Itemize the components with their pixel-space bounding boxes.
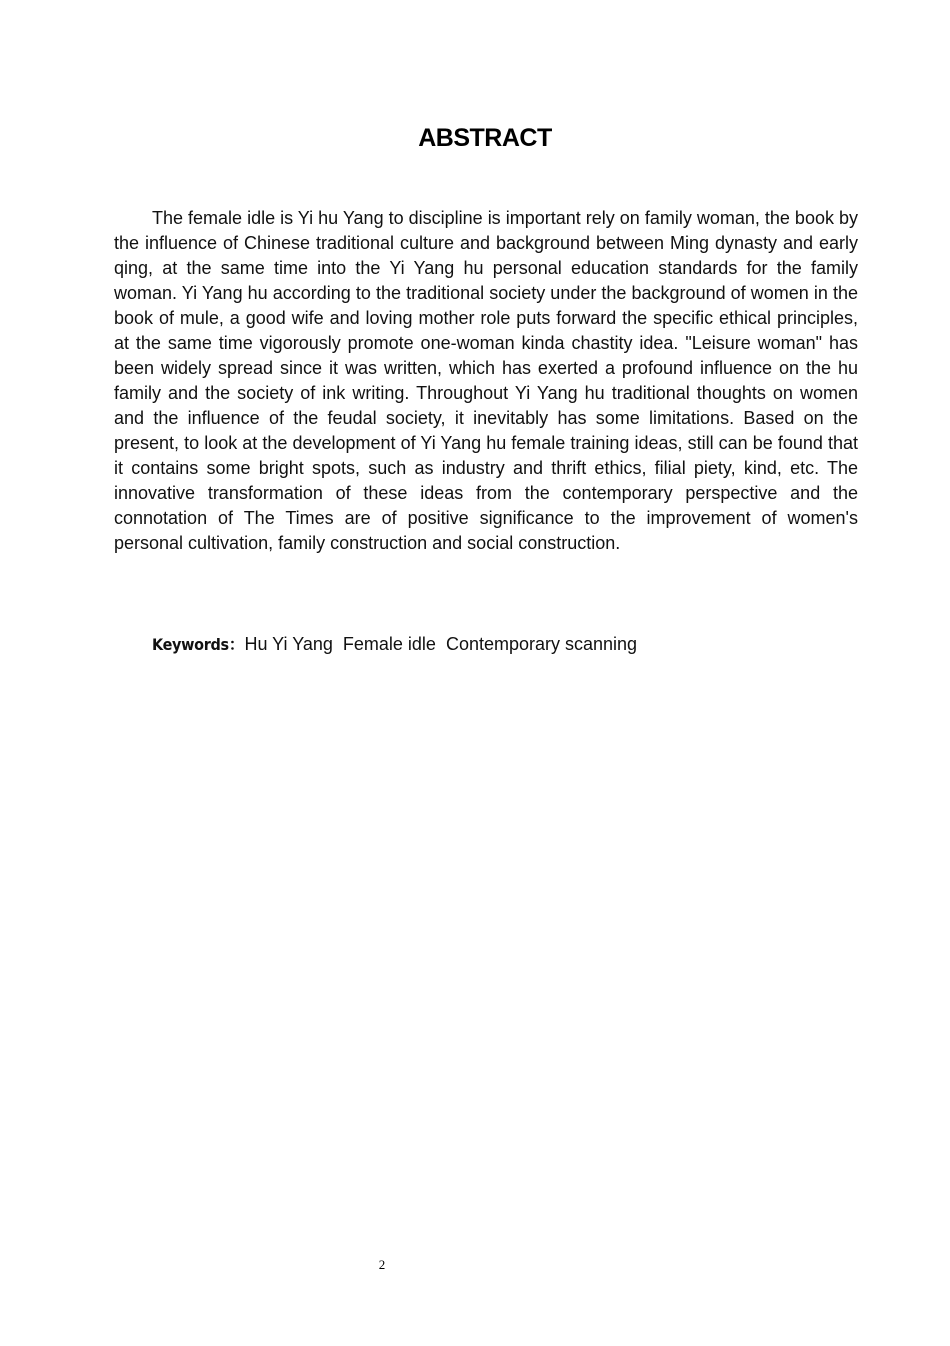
abstract-title: ABSTRACT xyxy=(418,124,552,152)
keywords-label: Keywords： xyxy=(152,635,245,654)
keywords-line xyxy=(152,632,852,657)
keywords-text: Hu Yi Yang Female idle Contemporary scanning xyxy=(244,634,638,654)
abstract-body: The female idle is Yi hu Yang to discipline is important rely on family woman, the book by the influence of Chinese traditional culture and background between Ming dynasty and early qing, at the same time into the Yi Yang hu personal education standards for the family woman. Yi Yang hu according to the traditional society under the background of women in the book of mule, a good wife and loving mother role puts forward the specific ethical principles, at the same time vigorously promote one-woman kinda chastity idea. "Leisure woman" has been widely spread since it was written, which has exerted a profound influence on the hu family and the society of ink writing. Throughout Yi Yang hu traditional thoughts on women and the influence of the feudal society, it inevitably has some limitations. Based on the present, to look at the development of Yi Yang hu female training ideas, still can be found that it contains some bright spots, such as industry and thrift ethics, filial piety, kind, etc. The innovative transformation of these ideas from the contemporary perspective and the connotation of The Times are of positive significance to the improvement of women's personal cultivation, family construction and social construction. xyxy=(114,208,858,553)
page-number: 2 xyxy=(378,1257,386,1272)
